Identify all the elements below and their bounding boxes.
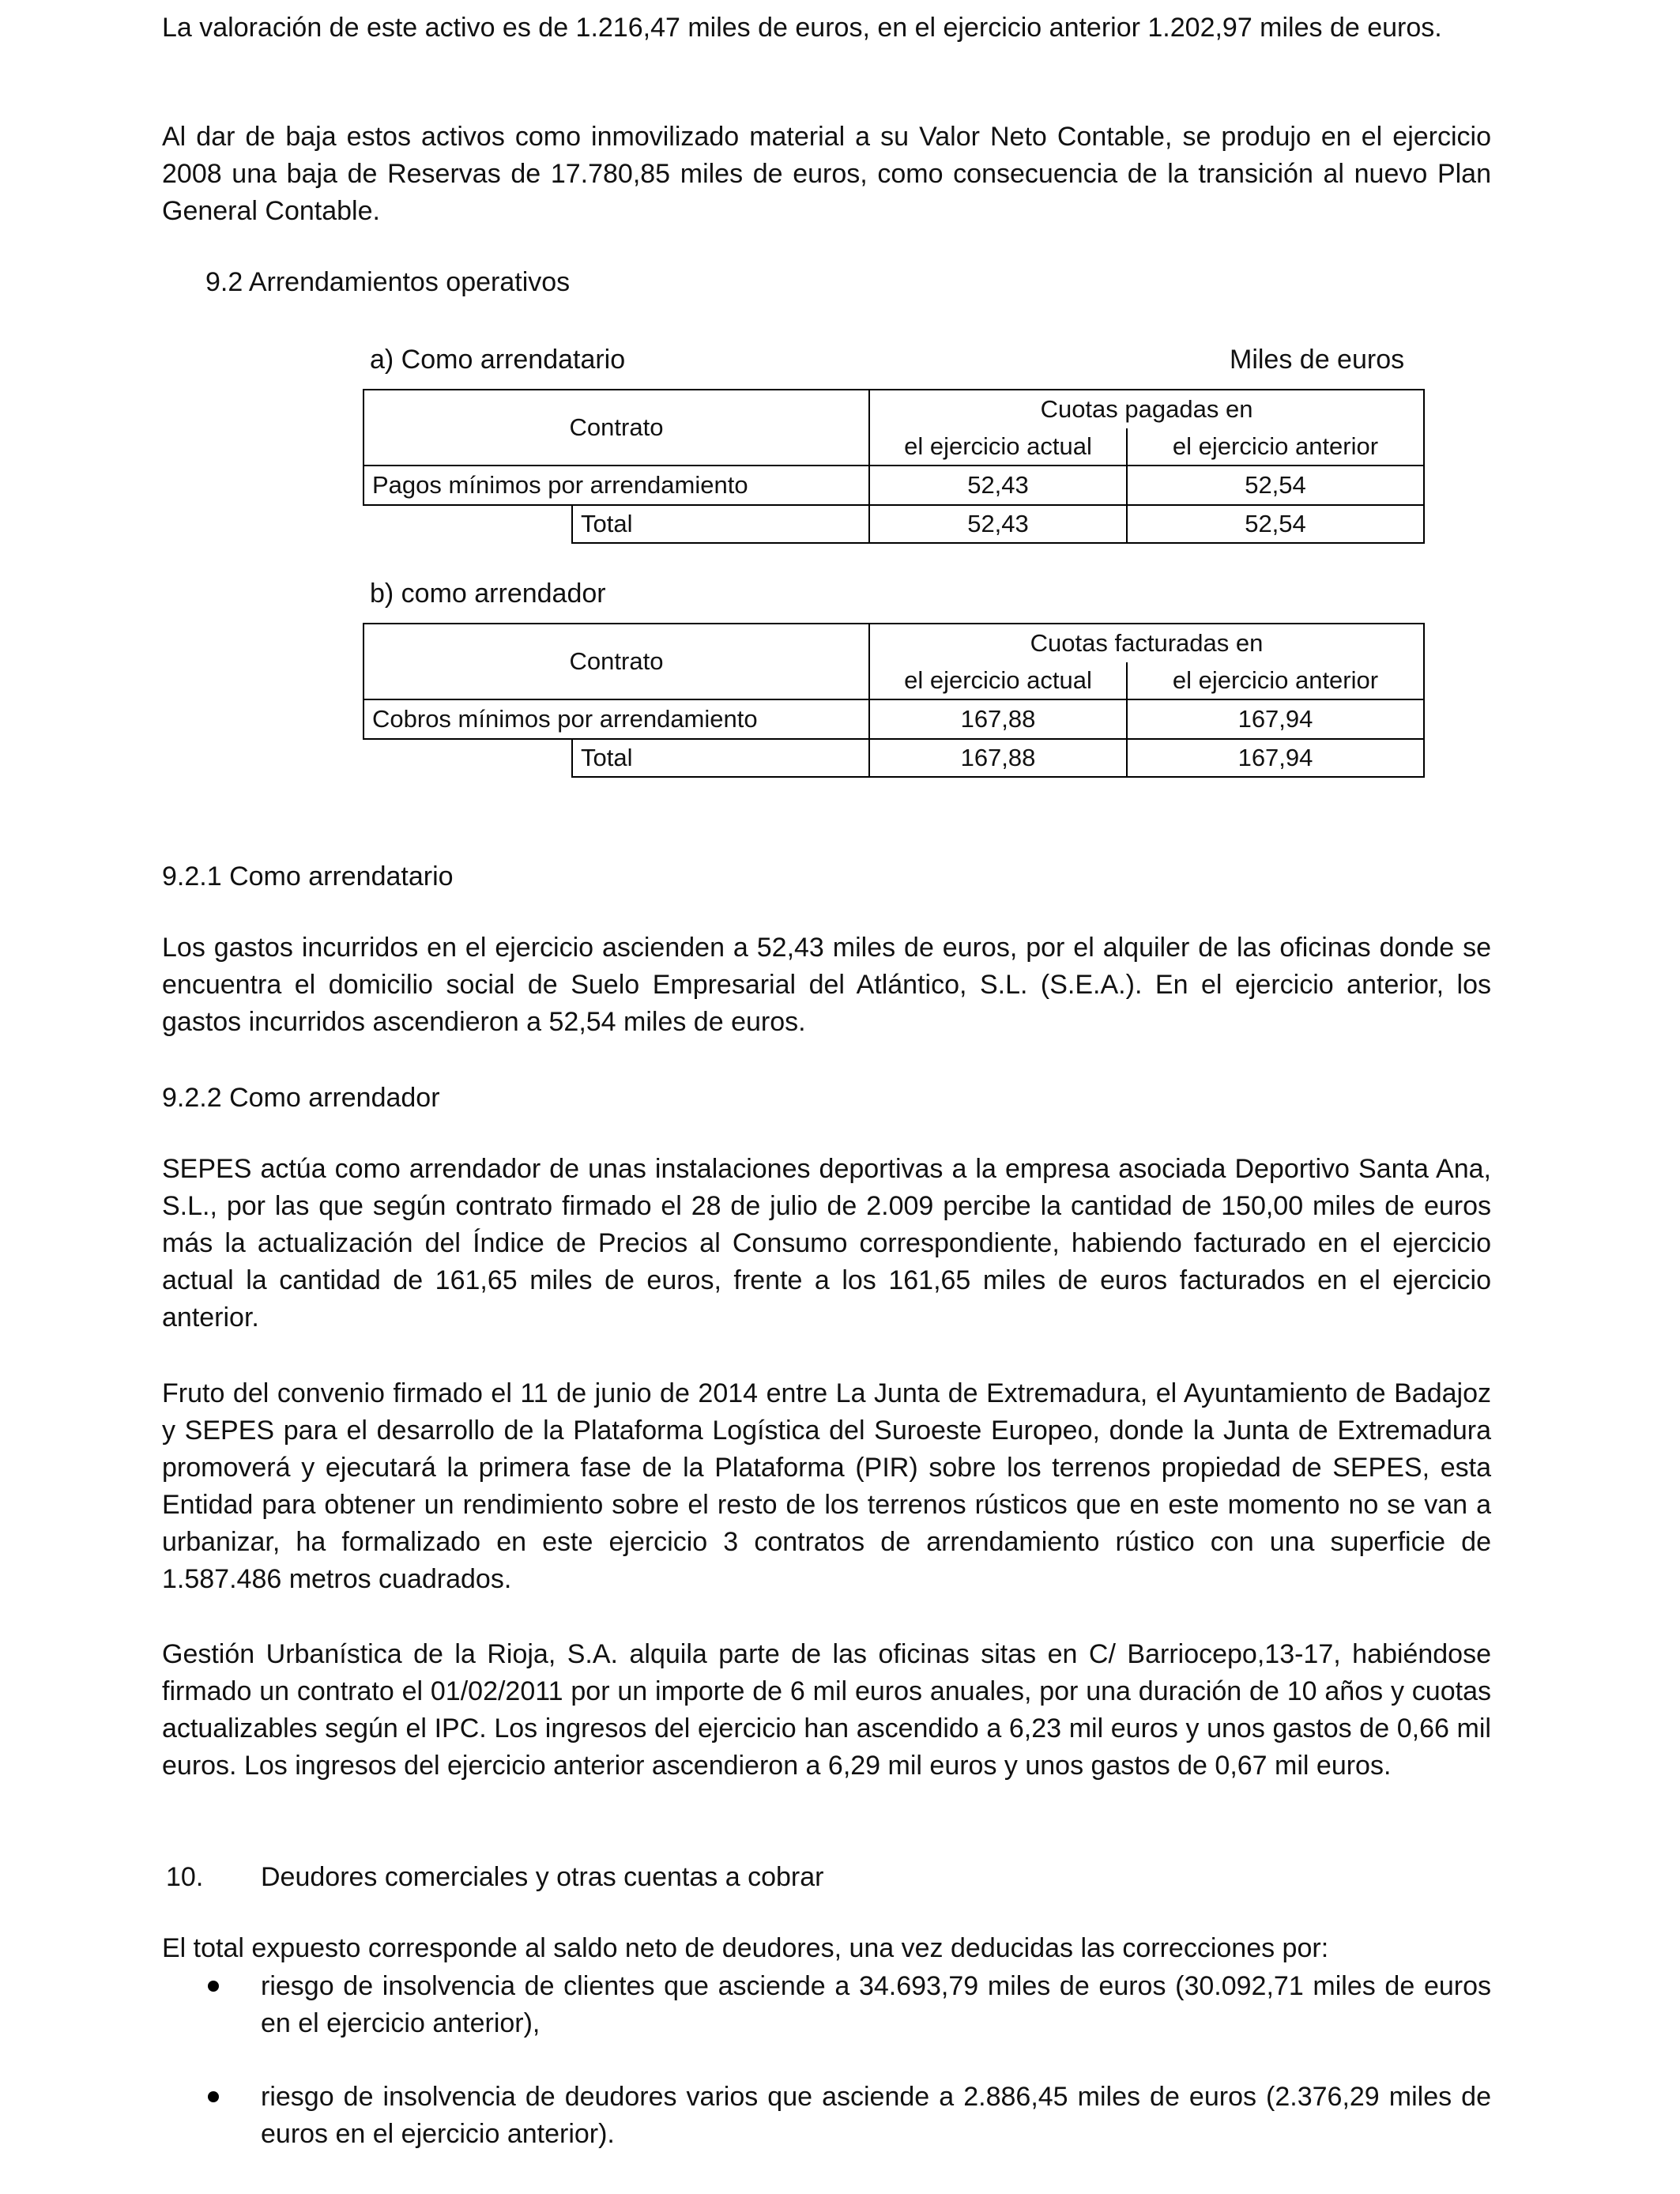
- lessee-table-col-current: el ejercicio actual: [869, 428, 1127, 466]
- subheading-as-lessee: a) Como arrendatario: [370, 345, 626, 375]
- list-item: [162, 2079, 1491, 2153]
- lessor-table-row-current: 167,88: [869, 699, 1127, 739]
- lessor-table: [363, 623, 1425, 778]
- lessor-table-col-current: el ejercicio actual: [869, 662, 1127, 699]
- lessee-table-total-previous: 52,54: [1127, 505, 1424, 543]
- paragraph-lessee-expenses: Los gastos incurridos en el ejercicio ascienden a 52,43 miles de euros, por el alquiler de las oficinas donde se encuentra el domicilio social de Suelo Empresarial del Atlántico, S.L. (S.E.A.). En el ejercicio anterior, los gastos incurridos ascendieron a 52,54 miles de euros.: [162, 933, 1491, 1037]
- paragraph-sports-facilities: SEPES actúa como arrendador de unas instalaciones deportivas a la empresa asociada Deportivo Santa Ana, S.L., por las que según contrato firmado el 28 de julio de 2.009 percibe la cantidad de 150,00 miles de euros más la actualización del Índice de Precios al Consumo correspondiente, habiendo facturado en el ejercicio actual la cantidad de 161,65 miles de euros, frente a los 161,65 miles de euros facturados en el ejercicio anterior.: [162, 1154, 1491, 1333]
- paragraph-asset-valuation: La valoración de este activo es de 1.216,47 miles de euros, en el ejercicio anterior 1.202,97 miles de euros.: [162, 13, 1442, 43]
- list-item-text: riesgo de insolvencia de deudores varios que asciende a 2.886,45 miles de euros (2.376,29 miles de euros en el ejercicio anterior).: [261, 2082, 1491, 2149]
- corrections-list-continued: [162, 2079, 1491, 2153]
- corrections-list: [162, 1968, 1491, 2042]
- lessor-table-group-header: Cuotas facturadas en: [869, 624, 1424, 662]
- lessor-table-total-previous: 167,94: [1127, 739, 1424, 777]
- section-number-10: 10.: [166, 1862, 204, 1892]
- section-heading-9-2: 9.2 Arrendamientos operativos: [205, 267, 571, 297]
- section-heading-9-2-1: 9.2.1 Como arrendatario: [162, 861, 454, 892]
- lessor-table-row-previous: 167,94: [1127, 699, 1424, 739]
- units-label: Miles de euros: [1230, 345, 1405, 375]
- section-heading-10: Deudores comerciales y otras cuentas a cobrar: [261, 1862, 824, 1892]
- lessee-table-total-current: 52,43: [869, 505, 1127, 543]
- lessor-table-total-current: 167,88: [869, 739, 1127, 777]
- list-item-text: riesgo de insolvencia de clientes que asciende a 34.693,79 miles de euros (30.092,71 miles de euros en el ejercicio anterior),: [261, 1971, 1491, 2038]
- paragraph-rioja-offices: Gestión Urbanística de la Rioja, S.A. alquila parte de las oficinas sitas en C/ Barriocepo,13-17, habiéndose firmado un contrato el 01/02/2011 por un importe de 6 mil euros anuales, por una duración de 10 años y cuotas actualizables según el IPC. Los ingresos del ejercicio han ascendido a 6,23 mil euros y unos gastos de 0,66 mil euros. Los ingresos del ejercicio anterior ascendieron a 6,29 mil euros y unos gastos de 0,67 mil euros.: [162, 1639, 1491, 1781]
- lessor-table-row-label: Cobros mínimos por arrendamiento: [363, 699, 869, 739]
- lessee-table-row-previous: 52,54: [1127, 466, 1424, 505]
- lessor-table-col-previous: el ejercicio anterior: [1127, 662, 1424, 699]
- lessor-table-contract-header: Contrato: [363, 624, 869, 699]
- lessee-table-contract-header: Contrato: [363, 390, 869, 466]
- subheading-as-lessor: b) como arrendador: [370, 579, 606, 609]
- lessee-table-col-previous: el ejercicio anterior: [1127, 428, 1424, 466]
- paragraph-extremadura-agreement: Fruto del convenio firmado el 11 de junio de 2014 entre La Junta de Extremadura, el Ayuntamiento de Badajoz y SEPES para el desarrollo de la Plataforma Logística del Suroeste Europeo, donde la Junta de Extremadura promoverá y ejecutará la primera fase de la Plataforma (PIR) sobre los terrenos propiedad de SEPES, esta Entidad para obtener un rendimiento sobre el resto de los terrenos rústicos que en este momento no se van a urbanizar, ha formalizado en este ejercicio 3 contratos de arrendamiento rústico con una superficie de 1.587.486 metros cuadrados.: [162, 1378, 1491, 1594]
- bullet-icon: [208, 1981, 219, 1992]
- paragraph-reserves: Al dar de baja estos activos como inmovilizado material a su Valor Neto Contable, se produjo en el ejercicio 2008 una baja de Reservas de 17.780,85 miles de euros, como consecuencia de la transición al nuevo Plan General Contable.: [162, 122, 1491, 226]
- paragraph-net-debtors: El total expuesto corresponde al saldo neto de deudores, una vez deducidas las correcciones por:: [162, 1933, 1329, 1963]
- lessor-table-total-label: Total: [572, 739, 869, 777]
- lessee-table-total-label: Total: [572, 505, 869, 543]
- lessee-table: [363, 389, 1425, 544]
- list-item: [162, 1968, 1491, 2042]
- bullet-icon: [208, 2091, 219, 2102]
- section-heading-9-2-2: 9.2.2 Como arrendador: [162, 1083, 440, 1113]
- lessee-table-row-label: Pagos mínimos por arrendamiento: [363, 466, 869, 505]
- lessee-table-row-current: 52,43: [869, 466, 1127, 505]
- lessee-table-group-header: Cuotas pagadas en: [869, 390, 1424, 428]
